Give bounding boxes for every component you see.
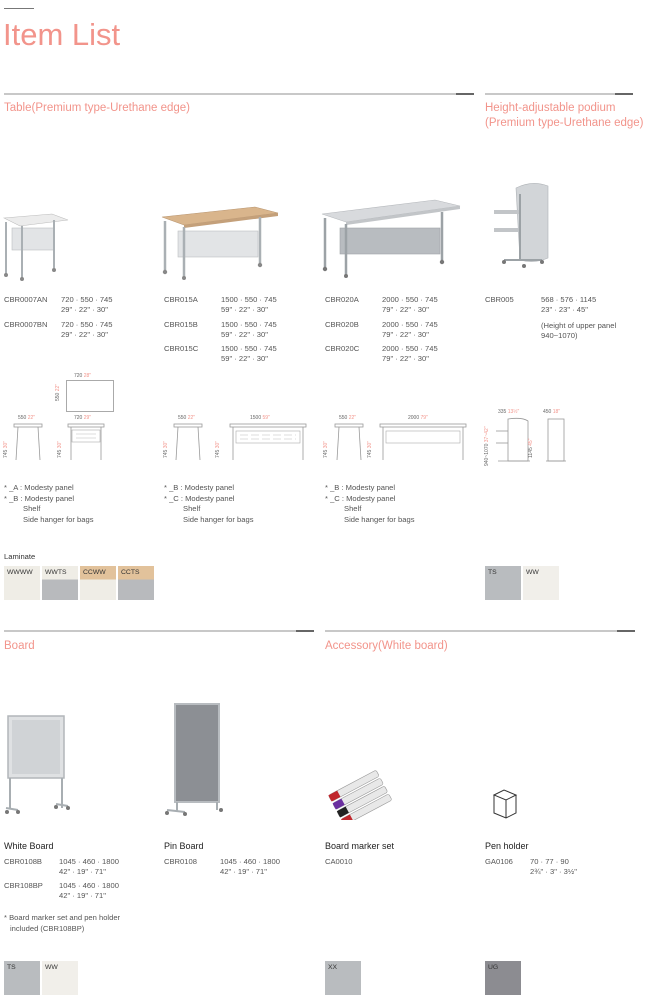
page-title: Item List [3, 17, 121, 52]
product-dimensions-inch: 79" · 22" · 30" [382, 354, 429, 363]
dimension-label: 550 22" [339, 415, 357, 421]
podium-section-title-line1: Height-adjustable podium [485, 102, 616, 114]
table-small-image [2, 212, 72, 282]
product-dimensions-inch: 29" · 22" · 30" [61, 330, 108, 339]
dimension-label: 335 13½" [498, 409, 520, 415]
dimension-label: 550 22" [18, 415, 36, 421]
product-code: CBR020A [325, 295, 359, 304]
product-code: CBR015C [164, 344, 199, 353]
item-name: Pen holder [485, 841, 529, 851]
product-dimensions-mm: 2000 · 550 · 745 [382, 320, 438, 329]
product-dimensions-inch: 59" · 22" · 30" [221, 330, 268, 339]
product-dimensions-mm: 2000 · 550 · 745 [382, 344, 438, 353]
color-swatch: WW [523, 566, 559, 600]
white-board-image [4, 712, 70, 816]
product-code: CBR020C [325, 344, 360, 353]
dimension-label: 550 22" [178, 415, 196, 421]
product-dimensions-inch: 2¾" · 3" · 3½" [530, 867, 577, 876]
color-swatch: WWWW [4, 566, 40, 600]
board-note: * Board marker set and pen holder included (CBR108BP) [4, 913, 121, 933]
product-dimensions-inch: 79" · 22" · 30" [382, 305, 429, 314]
laminate-label: Laminate [4, 552, 36, 561]
dimension-label: 745 30" [215, 440, 221, 458]
product-dimensions-inch: 42" · 19" · 71" [59, 867, 106, 876]
dimension-label: 940~1070 37~42" [484, 426, 490, 466]
product-dimensions-mm: 1045 · 460 · 1800 [59, 857, 119, 866]
product-dimensions-inch: 23" · 23" · 45" [541, 305, 588, 314]
product-code: CBR005 [485, 295, 514, 304]
front-view-drawing [66, 422, 106, 462]
product-dimensions-mm: 720 · 550 · 745 [61, 320, 113, 329]
dimension-label: 1145 45" [528, 438, 534, 458]
product-dimensions-mm: 1045 · 460 · 1800 [59, 881, 119, 890]
podium-front-drawing [544, 417, 568, 465]
board-marker-set-image [328, 770, 394, 820]
dimension-label: 745 30" [367, 440, 373, 458]
dimension-label: 450 18" [543, 409, 561, 415]
side-view-drawing [12, 422, 46, 462]
color-swatch: CCWW [80, 566, 116, 600]
product-dimensions-inch: 42" · 19" · 71" [59, 891, 106, 900]
color-swatch: UG [485, 961, 521, 995]
option-notes: * _B : Modesty panel * _C : Modesty panel Shelf Side hanger for bags [164, 483, 254, 524]
item-name: White Board [4, 841, 54, 851]
dimension-label: 720 28" [74, 373, 92, 379]
product-code: CBR015B [164, 320, 198, 329]
product-dimensions-inch: 42" · 19" · 71" [220, 867, 267, 876]
podium-section-title-line2: (Premium type-Urethane edge) [485, 117, 644, 129]
product-dimensions-inch: 29" · 22" · 30" [61, 305, 108, 314]
dimension-label: 1500 59" [250, 415, 270, 421]
color-swatch: WW [42, 961, 78, 995]
dimension-label: 745 30" [163, 440, 169, 458]
accessory-section-title: Accessory(White board) [325, 640, 448, 652]
accessory-section-rule [325, 630, 635, 632]
dimension-label: 745 30" [323, 440, 329, 458]
color-swatch: TS [4, 961, 40, 995]
item-name: Pin Board [164, 841, 204, 851]
product-code: CBR0007AN [4, 295, 48, 304]
board-section-title: Board [4, 640, 35, 652]
product-code: CBR0007BN [4, 320, 48, 329]
dimension-label: 2000 79" [408, 415, 428, 421]
product-dimensions-mm: 1500 · 550 · 745 [221, 295, 277, 304]
product-code: CBR108BP [4, 881, 43, 890]
board-section-rule [4, 630, 314, 632]
table-medium-image [160, 205, 280, 280]
side-view-drawing [172, 422, 206, 462]
pin-board-image [163, 702, 229, 818]
product-dimensions-inch: 79" · 22" · 30" [382, 330, 429, 339]
dimension-label: 550 22" [55, 383, 61, 401]
product-code: CBR015A [164, 295, 198, 304]
color-swatch: WWTS [42, 566, 78, 600]
table-section-rule [4, 93, 474, 95]
podium-extra-note: (Height of upper panel [541, 321, 617, 330]
podium-image [490, 180, 560, 270]
podium-extra-note: 940~1070) [541, 331, 578, 340]
product-dimensions-mm: 1045 · 460 · 1800 [220, 857, 280, 866]
product-dimensions-mm: 720 · 550 · 745 [61, 295, 113, 304]
item-name: Board marker set [325, 841, 395, 851]
pen-holder-image [490, 787, 520, 821]
product-dimensions-inch: 59" · 22" · 30" [221, 305, 268, 314]
color-swatch: TS [485, 566, 521, 600]
product-code: GA0106 [485, 857, 513, 866]
color-swatch: XX [325, 961, 361, 995]
front-view-drawing [378, 422, 468, 462]
table-large-image [320, 198, 462, 278]
podium-section-rule [485, 93, 633, 95]
product-dimensions-mm: 568 · 576 · 1145 [541, 295, 597, 304]
product-dimensions-inch: 59" · 22" · 30" [221, 354, 268, 363]
dimension-label: 720 29" [74, 415, 92, 421]
product-dimensions-mm: 1500 · 550 · 745 [221, 320, 277, 329]
option-notes: * _B : Modesty panel * _C : Modesty panel Shelf Side hanger for bags [325, 483, 415, 524]
dimension-label: 745 30" [3, 440, 9, 458]
product-code: CBR0108B [4, 857, 42, 866]
dimension-label: 745 30" [57, 440, 63, 458]
side-view-drawing [333, 422, 367, 462]
header-line [4, 8, 34, 9]
front-view-drawing [228, 422, 308, 462]
product-code: CBR020B [325, 320, 359, 329]
product-dimensions-mm: 1500 · 550 · 745 [221, 344, 277, 353]
product-code: CBR0108 [164, 857, 197, 866]
product-dimensions-mm: 70 · 77 · 90 [530, 857, 569, 866]
option-notes: * _A : Modesty panel * _B : Modesty panel Shelf Side hanger for bags [4, 483, 94, 524]
product-dimensions-mm: 2000 · 550 · 745 [382, 295, 438, 304]
table-section-title: Table(Premium type-Urethane edge) [4, 102, 191, 114]
product-code: CA0010 [325, 857, 353, 866]
color-swatch: CCTS [118, 566, 154, 600]
top-view-drawing [66, 380, 114, 412]
